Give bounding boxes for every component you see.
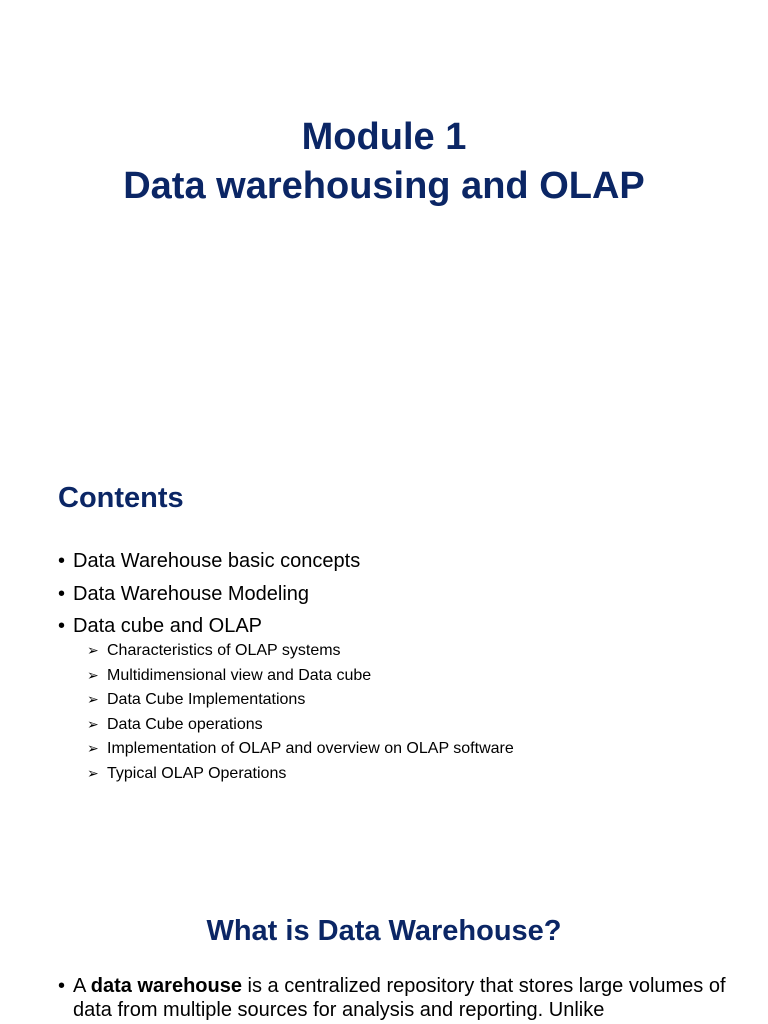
olap-subitem xyxy=(73,739,738,764)
slide-title-line-1: Module 1 xyxy=(301,116,467,158)
arrow-bullet-icon: ➢ xyxy=(87,691,99,708)
olap-subitem xyxy=(73,690,738,715)
contents-item-label: Data Warehouse Modeling xyxy=(73,582,310,605)
contents-list xyxy=(58,549,738,797)
what-is-heading: What is Data Warehouse? xyxy=(206,915,562,947)
olap-sublist xyxy=(73,641,738,789)
olap-subitem xyxy=(73,666,738,691)
para-prefix: A xyxy=(73,975,91,997)
olap-subitem xyxy=(73,715,738,740)
arrow-bullet-icon: ➢ xyxy=(87,764,99,781)
contents-item xyxy=(58,582,738,606)
olap-subitem-label: Implementation of OLAP and overview on OLAP software xyxy=(107,740,514,758)
arrow-bullet-icon: ➢ xyxy=(87,642,99,658)
contents-item-label: Data Warehouse basic concepts xyxy=(73,550,361,572)
olap-subitem-label: Multidimensional view and Data cube xyxy=(107,666,372,684)
slide-title-line-2: Data warehousing and OLAP xyxy=(123,165,645,207)
olap-subitem xyxy=(73,641,738,666)
contents-item xyxy=(58,614,738,789)
contents-item xyxy=(58,549,738,573)
contents-heading: Contents xyxy=(58,482,184,514)
olap-subitem-label: Typical OLAP Operations xyxy=(107,764,287,782)
olap-subitem-label: Data Cube Implementations xyxy=(107,691,306,709)
olap-subitem xyxy=(73,764,738,789)
arrow-bullet-icon: ➢ xyxy=(87,666,99,683)
contents-item-label: Data cube and OLAP xyxy=(73,615,263,637)
olap-subitem-label: Data Cube operations xyxy=(107,715,263,733)
definition-paragraph xyxy=(58,974,753,1022)
para-rest: is a centralized repository that stores large volumes of data from multiple sources for analysis and reporting. Unlike xyxy=(73,975,726,1021)
arrow-bullet-icon: ➢ xyxy=(87,740,99,757)
arrow-bullet-icon: ➢ xyxy=(87,715,99,732)
para-bold-term: data warehouse xyxy=(90,975,242,997)
olap-subitem-label: Characteristics of OLAP systems xyxy=(107,642,341,659)
